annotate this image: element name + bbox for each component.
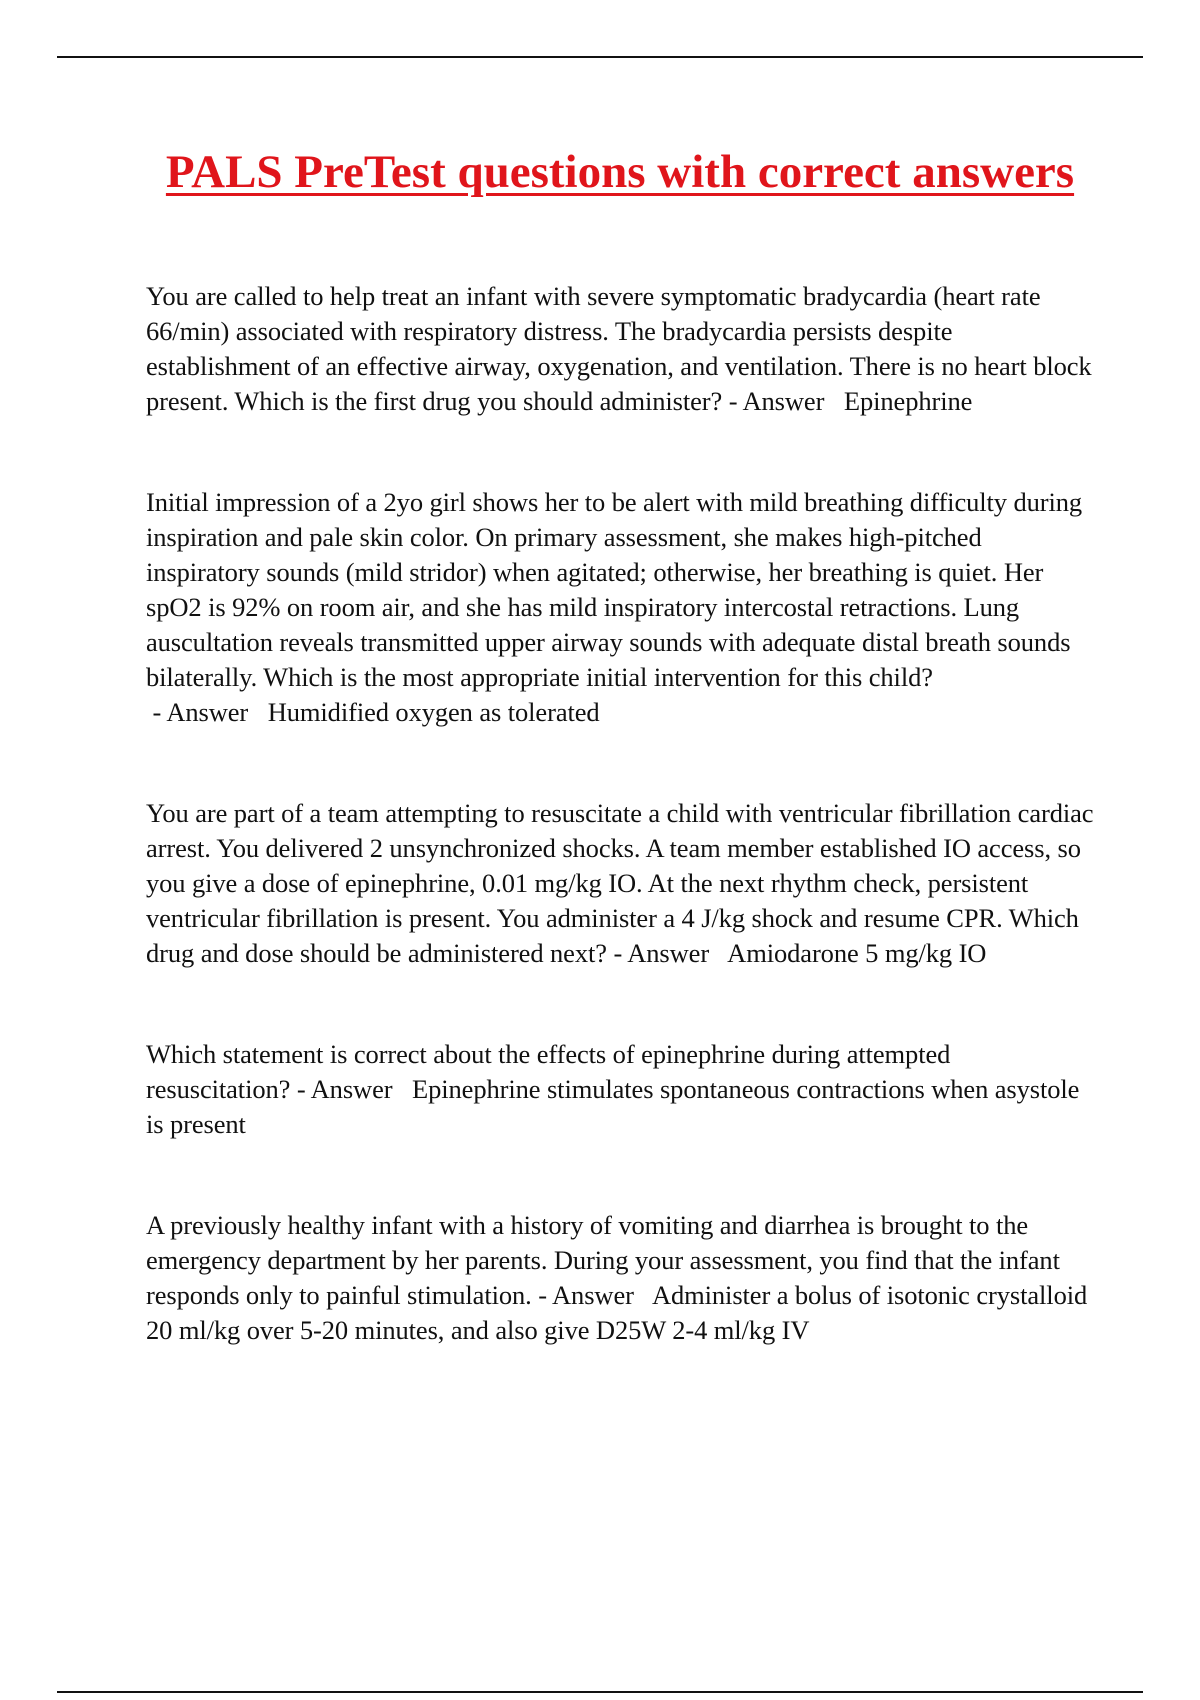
answer-separator: - Answer	[606, 938, 728, 968]
qa-item-4	[146, 1037, 1096, 1142]
answer-separator: - Answer	[531, 1280, 652, 1310]
qa-item-1	[146, 279, 1096, 419]
question-text: You are called to help treat an infant with severe symptomatic bradycardia (heart rate 66/min) associated with respiratory distress. The bradycardia persists despite establishment of an effective airway, oxygenation, and ventilation. There is no heart block present. Which is the first drug you should administer?	[146, 281, 1092, 416]
bottom-divider	[57, 1691, 1143, 1693]
answer-text: Humidified oxygen as tolerated	[267, 697, 600, 727]
question-text: Initial impression of a 2yo girl shows her to be alert with mild breathing difficulty during inspiration and pale skin color. On primary assessment, she makes high-pitched inspiratory sounds (mild stridor) when agitated; otherwise, her breathing is quiet. Her spO2 is 92% on room air, and she has mild inspiratory intercostal retractions. Lung auscultation reveals transmitted upper airway sounds with adequate distal breath sounds bilaterally. Which is the most appropriate initial intervention for this child?	[146, 487, 1083, 692]
top-divider	[57, 56, 1143, 58]
document-title: PALS PreTest questions with correct answers	[165, 146, 1075, 198]
question-text: Which statement is correct about the effects of epinephrine during attempted resuscitation?	[146, 1039, 951, 1104]
qa-item-3	[146, 796, 1096, 971]
answer-separator: - Answer	[722, 386, 844, 416]
answer-text: Amiodarone 5 mg/kg IO	[727, 938, 987, 968]
question-text: A previously healthy infant with a history of vomiting and diarrhea is brought to the emergency department by her parents. During your assessment, you find that the infant responds only to painful stimulation.	[146, 1210, 1060, 1310]
qa-item-5	[146, 1208, 1096, 1348]
qa-list	[146, 279, 1096, 1348]
answer-separator: - Answer	[290, 1074, 413, 1104]
answer-separator: - Answer	[146, 697, 268, 727]
answer-text: Administer a bolus of isotonic crystalloid 20 ml/kg over 5-20 minutes, and also give D25W 2-4 ml/kg IV	[146, 1280, 1088, 1345]
qa-item-2	[146, 485, 1096, 730]
question-text: You are part of a team attempting to resuscitate a child with ventricular fibrillation cardiac arrest. You delivered 2 unsynchronized shocks. A team member established IO access, so you give a dose of epinephrine, 0.01 mg/kg IO. At the next rhythm check, persistent ventricular fibrillation is present. You administer a 4 J/kg shock and resume CPR. Which drug and dose should be administered next?	[146, 798, 1094, 968]
answer-text: Epinephrine stimulates spontaneous contractions when asystole is present	[146, 1074, 1080, 1139]
answer-text: Epinephrine	[843, 386, 973, 416]
